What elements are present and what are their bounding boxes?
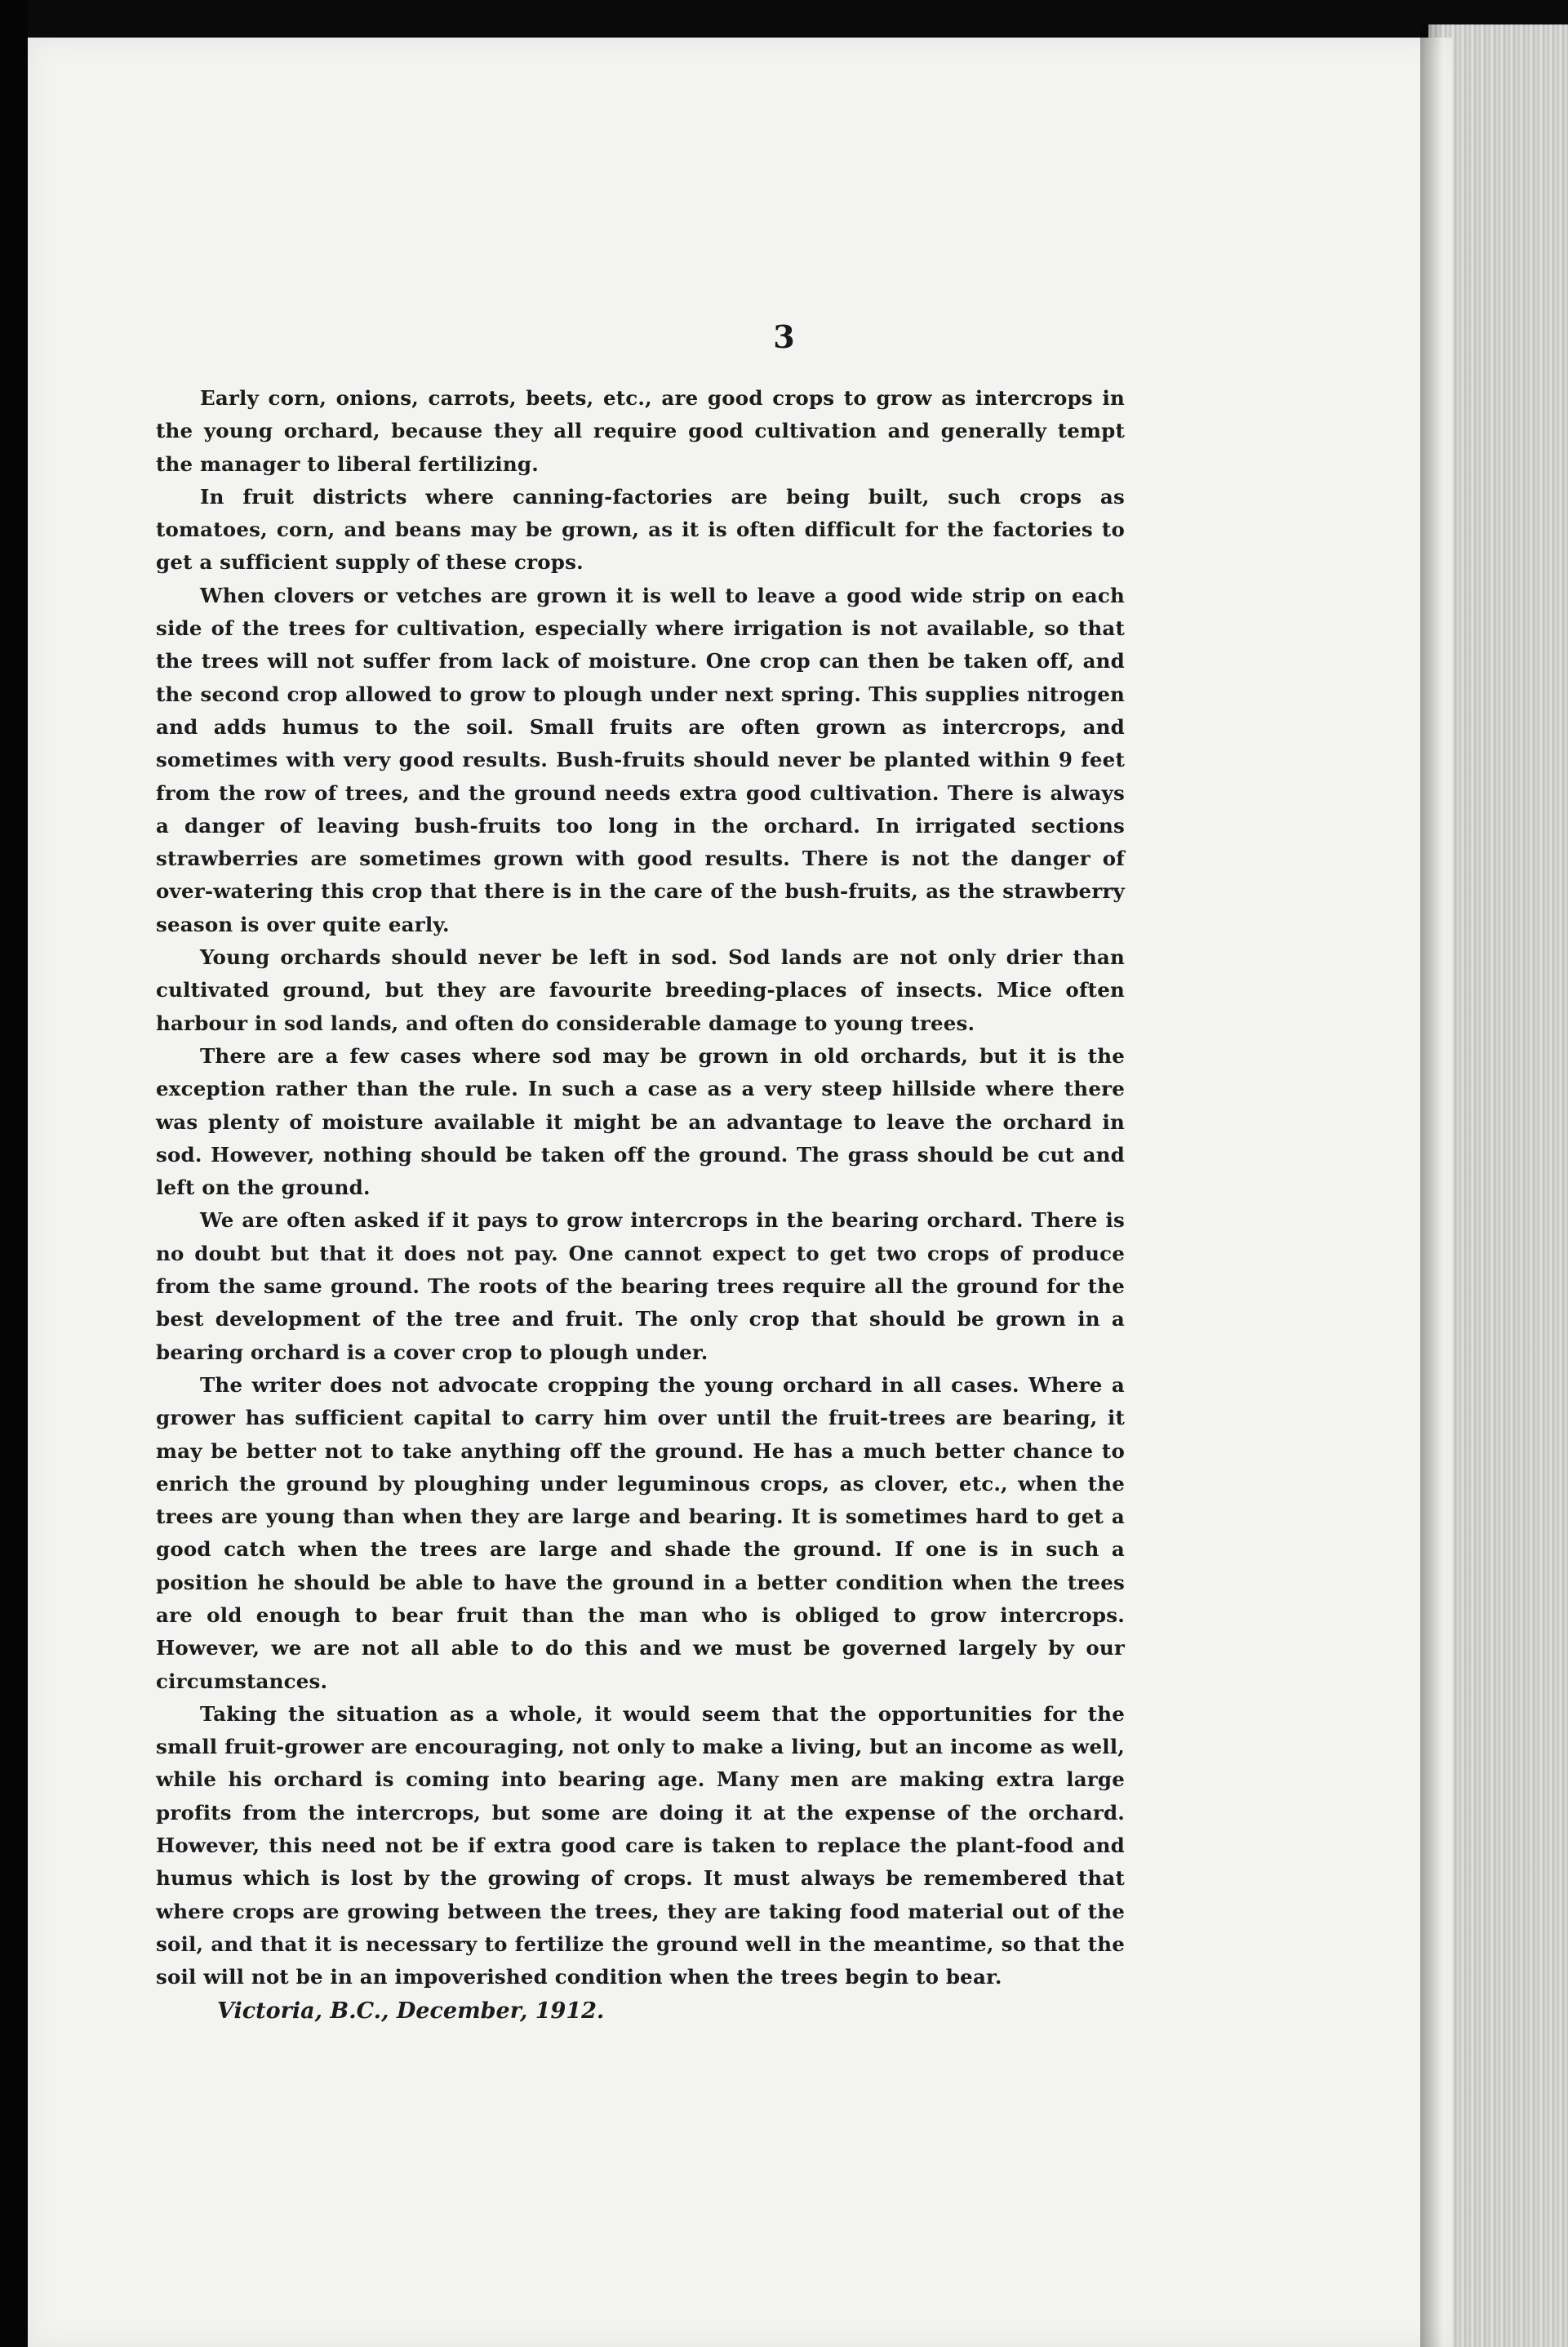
page-number: 3 xyxy=(773,318,795,355)
body-text xyxy=(156,382,1125,1994)
paragraph-sod-exceptions: There are a few cases where sod may be grown in old orchards, but it is the exception rather than the rule. In such a case as a very steep hillside where there was plenty of moisture available it might be an advantage to leave the orchard in sod. However, nothing should be taken off the ground. The grass should be cut and left on the ground. xyxy=(156,1043,1125,1200)
paragraph-writer-advice: The writer does not advocate cropping the young orchard in all cases. Where a grower has sufficient capital to carry him over until the fruit-trees are bearing, it may be better not to take anything off the ground. He has a much better chance to enrich the ground by ploughing under leguminous crops, as clover, etc., when the trees are young than when they are large and bearing. It is sometimes hard to get a good catch when the trees are large and shade the ground. If one is in such a position he should be able to have the ground in a better condition when the trees are old enough to bear fruit than the man who is obliged to grow intercrops. However, we are not all able to do this and we must be governed largely by our circumstances. xyxy=(156,1372,1125,1693)
page-edge-shadow xyxy=(1420,24,1443,2347)
paragraph-bearing-orchard: We are often asked if it pays to grow intercrops in the bearing orchard. There is no doubt but that it does not pay. One cannot expect to get two crops of produce from the same ground. The roots of the bearing trees require all the ground for the best development of the tree and fruit. The only crop that should be grown in a bearing orchard is a cover crop to plough under. xyxy=(156,1208,1125,1364)
paragraph-conclusion: Taking the situation as a whole, it would seem that the opportunities for the small fruit-grower are encouraging, not only to make a living, but an income as well, while his orchard is coming into bearing age. Many men are making extra large profits from the intercrops, but some are doing it at the expense of the orchard. However, this need not be if extra good care is taken to replace the plant-food and humus which is lost by the growing of crops. It must always be remembered that where crops are growing between the trees, they are taking food material out of the soil, and that it is necessary to fertilize the ground well in the meantime, so that the soil will not be in an impoverished condition when the trees begin to bear. xyxy=(156,1701,1125,1989)
place-date-signature: Victoria, B.C., December, 1912. xyxy=(217,1998,605,2024)
paragraph-intercrops-vegetables: Early corn, onions, carrots, beets, etc., are good crops to grow as intercrops in the young orchard, because they all require good cultivation and generally tempt the manager to liberal fertilizing. xyxy=(156,386,1125,476)
paragraph-canning-factories: In fruit districts where canning-factories are being built, such crops as tomatoes, corn, and beans may be grown, as it is often difficult for the factories to get a sufficient supply of these crops. xyxy=(156,484,1125,575)
paragraph-sod: Young orchards should never be left in sod. Sod lands are not only drier than cultivated ground, but they are favourite breeding-places of insects. Mice often harbour in sod lands, and often do considerable damage to young trees. xyxy=(156,945,1125,1035)
paragraph-clovers-vetches: When clovers or vetches are grown it is well to leave a good wide strip on each side of the trees for cultivation, especially where irrigation is not available, so that the trees will not suffer from lack of moisture. One crop can then be taken off, and the second crop allowed to grow to plough under next spring. This supplies nitrogen and adds humus to the soil. Small fruits are often grown as intercrops, and sometimes with very good results. Bush-fruits should never be planted within 9 feet from the row of trees, and the ground needs extra good cultivation. There is always a danger of leaving bush-fruits too long in the orchard. In irrigated sections strawberries are sometimes grown with good results. There is not the danger of over-watering this crop that there is in the care of the bush-fruits, as the strawberry season is over quite early. xyxy=(156,583,1125,936)
